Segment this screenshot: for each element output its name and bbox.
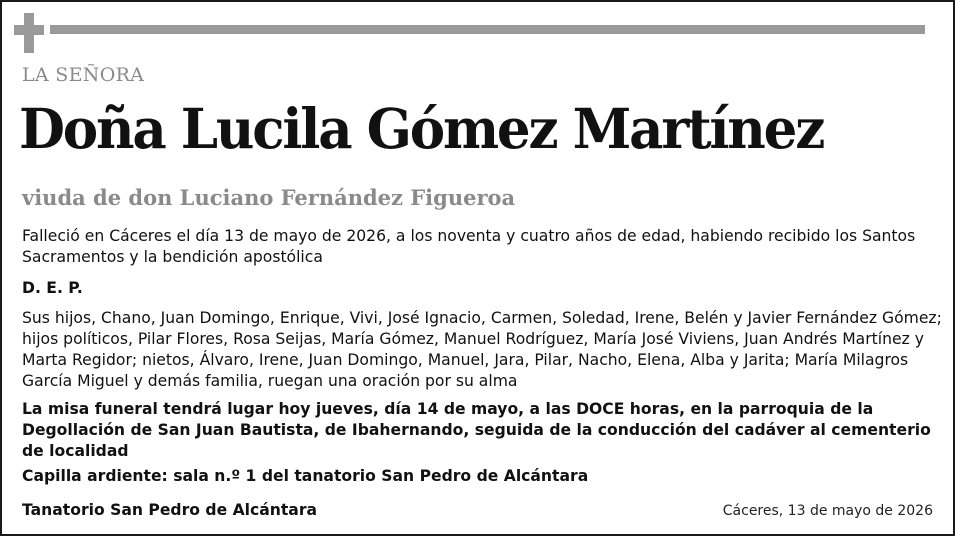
title-prefix: LA SEÑORA: [22, 64, 145, 86]
death-paragraph: Falleció en Cáceres el día 13 de mayo de 2026, a los noventa y cuatro años de edad, habiendo recibido los Santos Sacramentos y la bendición apostólica: [22, 227, 916, 266]
funeral-home: Tanatorio San Pedro de Alcántara: [22, 501, 318, 519]
cross-icon: [14, 13, 44, 53]
family-paragraph: Sus hijos, Chano, Juan Domingo, Enrique, Vivi, José Ignacio, Carmen, Soledad, Irene, Belén y Javier Fernández Gómez; hijos políticos, Pilar Flores, Rosa Seijas, María Gómez, Manuel Rodríguez, María José Viviens, Juan Andrés Martínez y Marta Regidor; nietos, Álvaro, Irene, Juan Domingo, Manuel, Jara, Pilar, Nacho, Elena, Alba y Jarita; María Milagros García Miguel y demás familia, ruegan una oración por su alma: [22, 309, 942, 390]
rip-text: D. E. P.: [22, 279, 83, 297]
funeral-paragraph: La misa funeral tendrá lugar hoy jueves, día 14 de mayo, a las DOCE horas, en la parroquia de la Degollación de San Juan Bautista, de Ibahernando, seguida de la conducción del cadáver al cementerio de localidad: [22, 400, 931, 460]
deceased-name: Doña Lucila Gómez Martínez: [19, 96, 824, 161]
place-date: Cáceres, 13 de mayo de 2026: [722, 503, 933, 519]
widow-of: viuda de don Luciano Fernández Figueroa: [22, 185, 516, 210]
wake-paragraph: Capilla ardiente: sala n.º 1 del tanatorio San Pedro de Alcántara: [22, 467, 589, 485]
header-rule: [50, 25, 925, 34]
